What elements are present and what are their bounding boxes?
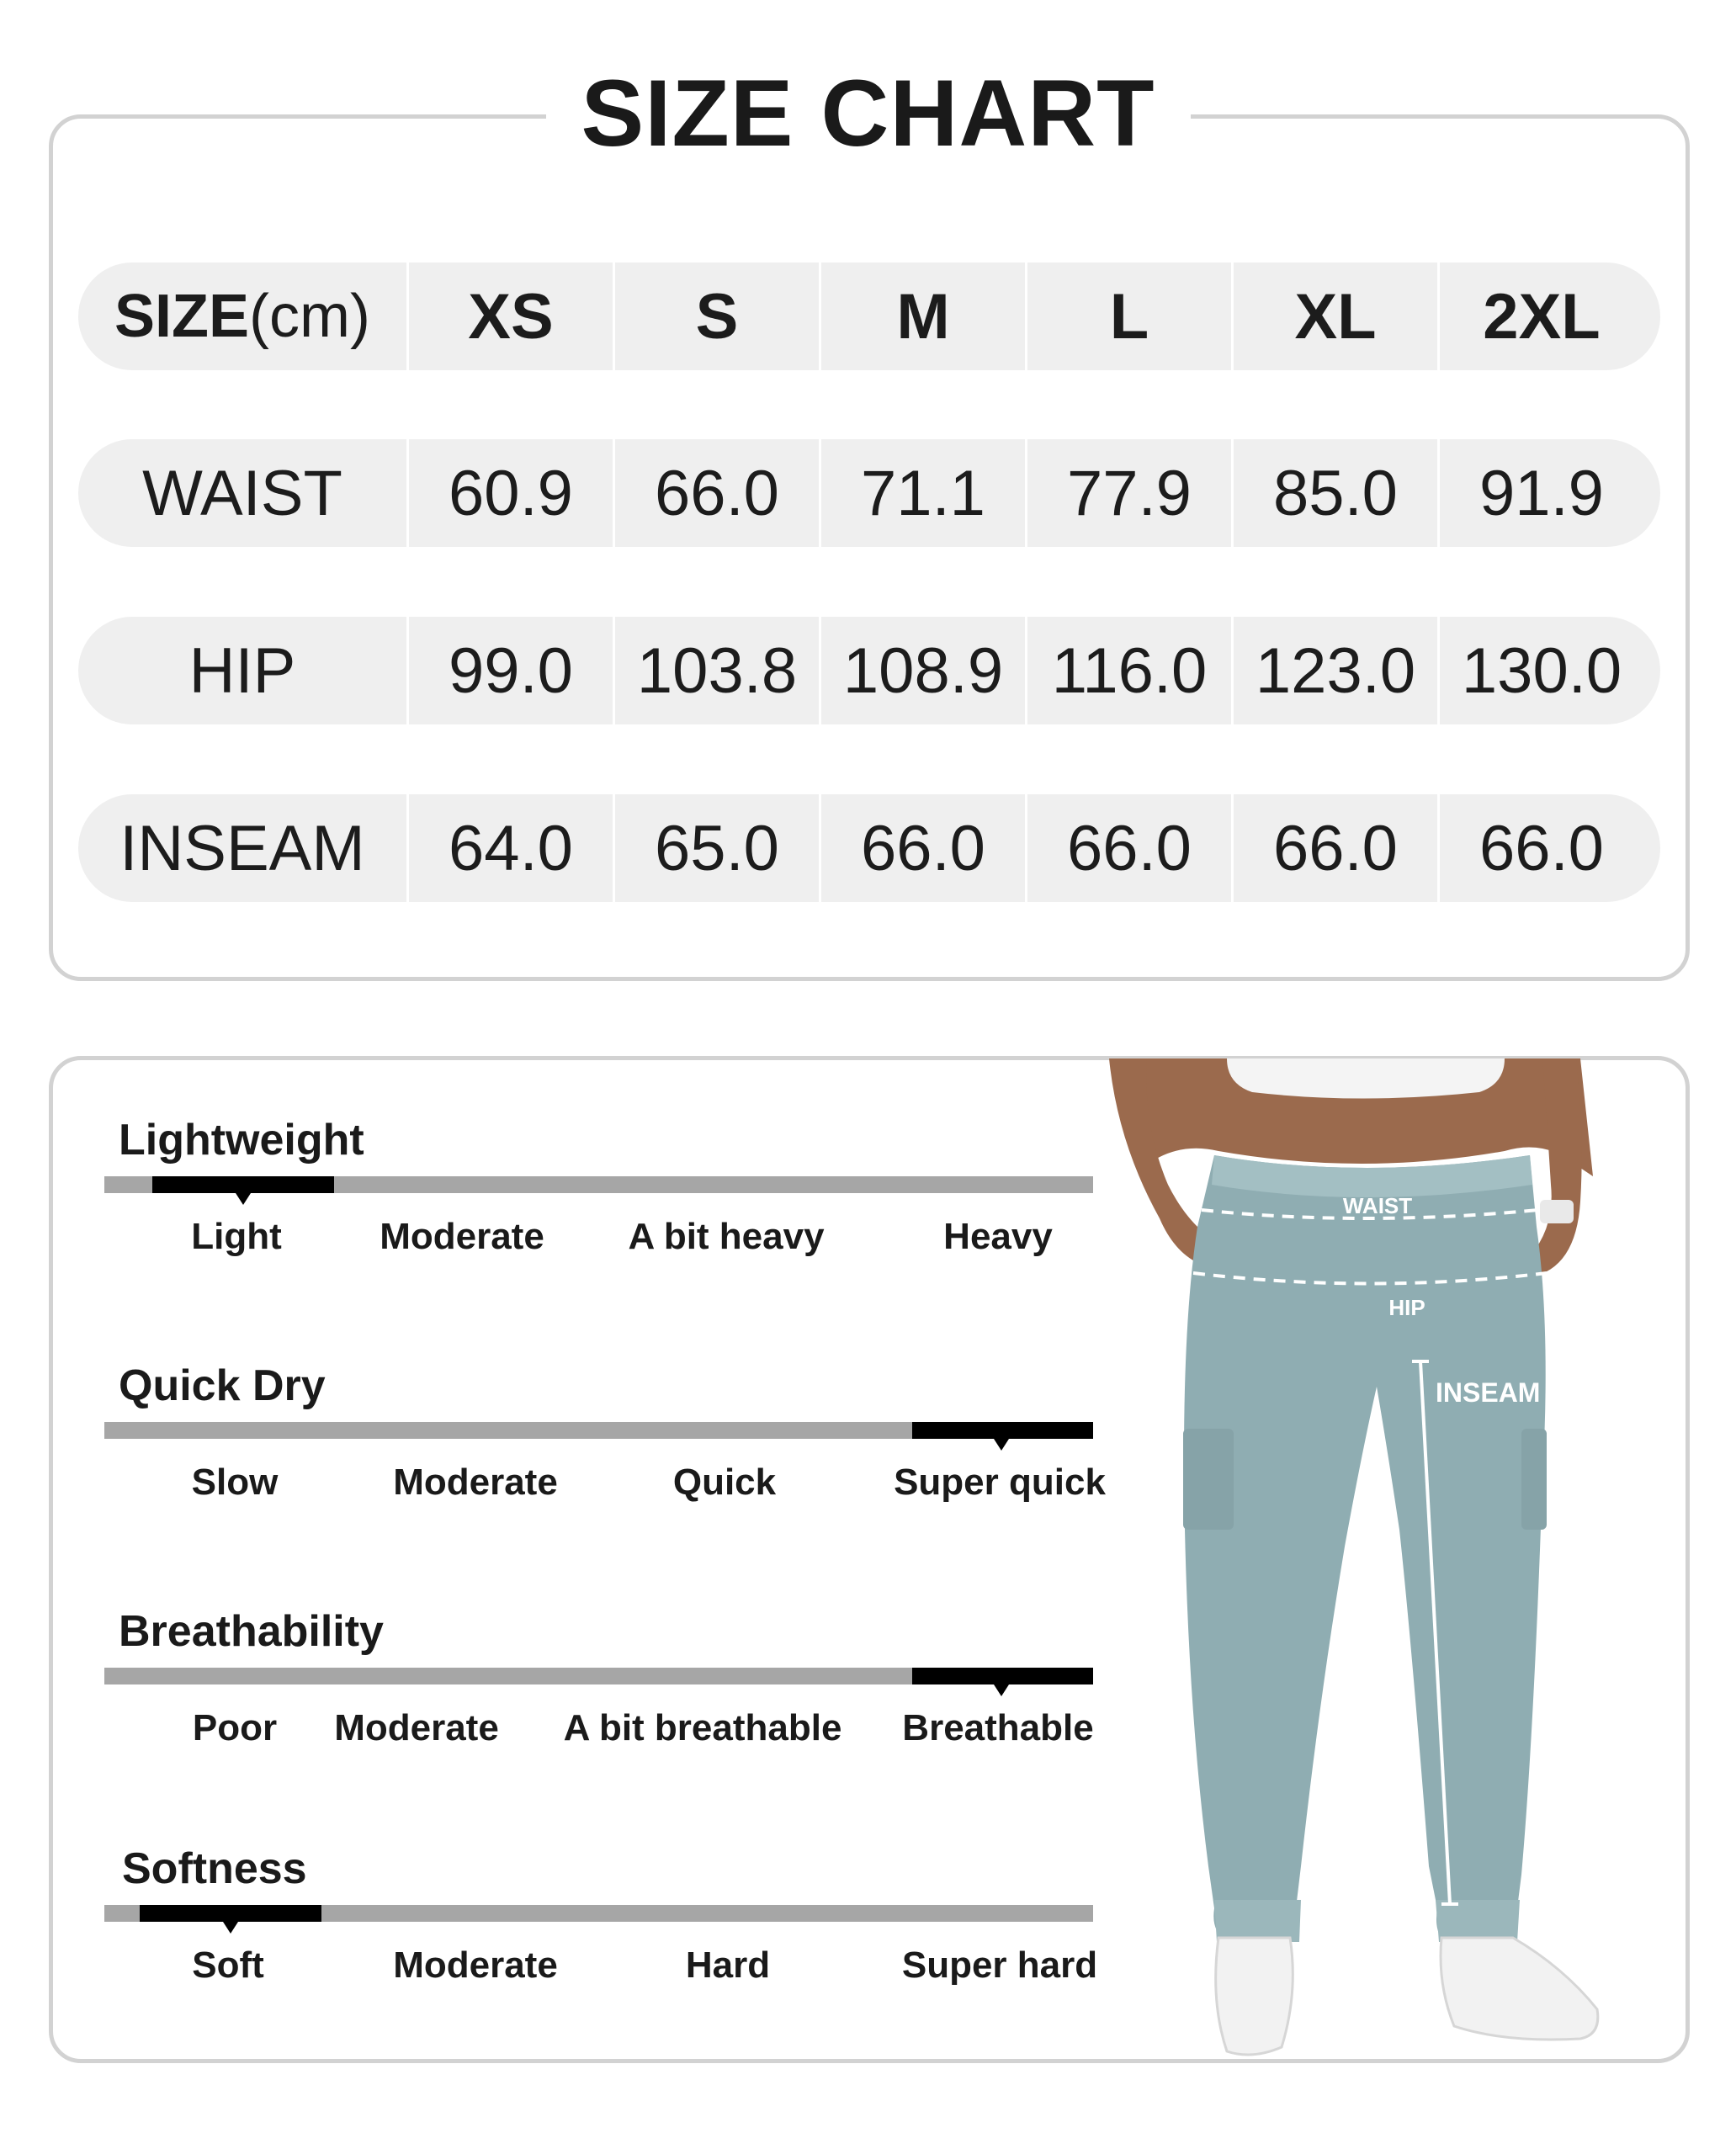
size-label: SIZE xyxy=(114,283,250,350)
pants-shape xyxy=(1184,1155,1546,1944)
rating-highlight xyxy=(152,1176,334,1193)
rating-option: A bit heavy xyxy=(628,1216,825,1257)
size-2xl: 2XL xyxy=(1437,263,1643,370)
table-cell: 99.0 xyxy=(406,617,613,724)
feature-title: Quick Dry xyxy=(119,1361,326,1410)
table-cell: 123.0 xyxy=(1231,617,1437,724)
table-cell: 60.9 xyxy=(406,439,613,547)
page-title: SIZE CHART xyxy=(546,59,1191,168)
rating-track xyxy=(104,1422,1093,1439)
table-cell: 77.9 xyxy=(1025,439,1231,547)
feature-title: Lightweight xyxy=(119,1116,364,1165)
rating-option: Poor xyxy=(192,1707,278,1748)
size-xl: XL xyxy=(1231,263,1437,370)
rating-pointer-icon xyxy=(994,1684,1009,1696)
table-cell: 64.0 xyxy=(406,794,613,902)
rating-option: Quick xyxy=(672,1462,777,1503)
left-cuff xyxy=(1214,1900,1301,1942)
rating-option: Moderate xyxy=(380,1216,544,1257)
size-header-row xyxy=(78,263,1660,370)
size-m: M xyxy=(819,263,1025,370)
rating-track xyxy=(104,1668,1093,1684)
table-cell: 66.0 xyxy=(613,439,819,547)
row-label: HIP xyxy=(188,634,296,707)
table-cell: 116.0 xyxy=(1025,617,1231,724)
left-cargo-pocket xyxy=(1183,1429,1234,1530)
model-illustration xyxy=(1109,1058,1614,2064)
left-shoe xyxy=(1216,1938,1293,2055)
row-label: INSEAM xyxy=(119,812,365,884)
rating-option: Breathable xyxy=(902,1707,1094,1748)
feature-title: Softness xyxy=(122,1844,307,1893)
rating-option: Light xyxy=(191,1216,282,1257)
table-cell: 66.0 xyxy=(1231,794,1437,902)
rating-option: Moderate xyxy=(393,1944,558,1986)
rating-pointer-icon xyxy=(994,1439,1009,1451)
table-cell: 66.0 xyxy=(1437,794,1643,902)
size-l: L xyxy=(1025,263,1231,370)
waist-label: WAIST xyxy=(1342,1193,1413,1218)
table-cell: 103.8 xyxy=(613,617,819,724)
rating-highlight xyxy=(912,1668,1093,1684)
rating-option: Super quick xyxy=(894,1462,1106,1503)
size-s: S xyxy=(613,263,819,370)
watch-icon xyxy=(1540,1200,1574,1223)
rating-option: Moderate xyxy=(393,1462,558,1503)
right-cargo-pocket xyxy=(1521,1429,1547,1530)
crop-top xyxy=(1227,1058,1505,1099)
rating-option: Heavy xyxy=(943,1216,1053,1257)
right-shoe xyxy=(1441,1938,1598,2040)
rating-track xyxy=(104,1176,1093,1193)
table-cell: 71.1 xyxy=(819,439,1025,547)
table-row-hip xyxy=(78,617,1660,724)
rating-pointer-icon xyxy=(223,1922,238,1934)
table-row-inseam xyxy=(78,794,1660,902)
rating-option: Slow xyxy=(191,1462,279,1503)
table-cell: 85.0 xyxy=(1231,439,1437,547)
hip-label: HIP xyxy=(1388,1295,1425,1320)
rating-pointer-icon xyxy=(236,1193,251,1205)
inseam-label: INSEAM xyxy=(1436,1377,1541,1408)
row-label: WAIST xyxy=(142,457,342,529)
rating-option: Super hard xyxy=(901,1944,1098,1986)
table-cell: 130.0 xyxy=(1437,617,1643,724)
rating-option: Hard xyxy=(685,1944,771,1986)
rating-option: Moderate xyxy=(334,1707,499,1748)
right-cuff xyxy=(1436,1900,1520,1942)
rating-highlight xyxy=(912,1422,1093,1439)
rating-highlight xyxy=(140,1905,321,1922)
title-container xyxy=(0,59,1736,168)
table-cell: 66.0 xyxy=(1025,794,1231,902)
sneakers xyxy=(1216,1938,1598,2055)
rating-track xyxy=(104,1905,1093,1922)
size-unit: (cm) xyxy=(249,283,370,350)
table-cell: 65.0 xyxy=(613,794,819,902)
rating-option: Soft xyxy=(192,1944,264,1986)
table-cell: 108.9 xyxy=(819,617,1025,724)
feature-title: Breathability xyxy=(119,1607,384,1656)
rating-option: A bit breathable xyxy=(563,1707,842,1748)
pants xyxy=(1183,1155,1547,1944)
table-cell: 91.9 xyxy=(1437,439,1643,547)
table-cell: 66.0 xyxy=(819,794,1025,902)
size-xs: XS xyxy=(406,263,613,370)
size-header-label xyxy=(78,263,406,370)
table-row-waist xyxy=(78,439,1660,547)
